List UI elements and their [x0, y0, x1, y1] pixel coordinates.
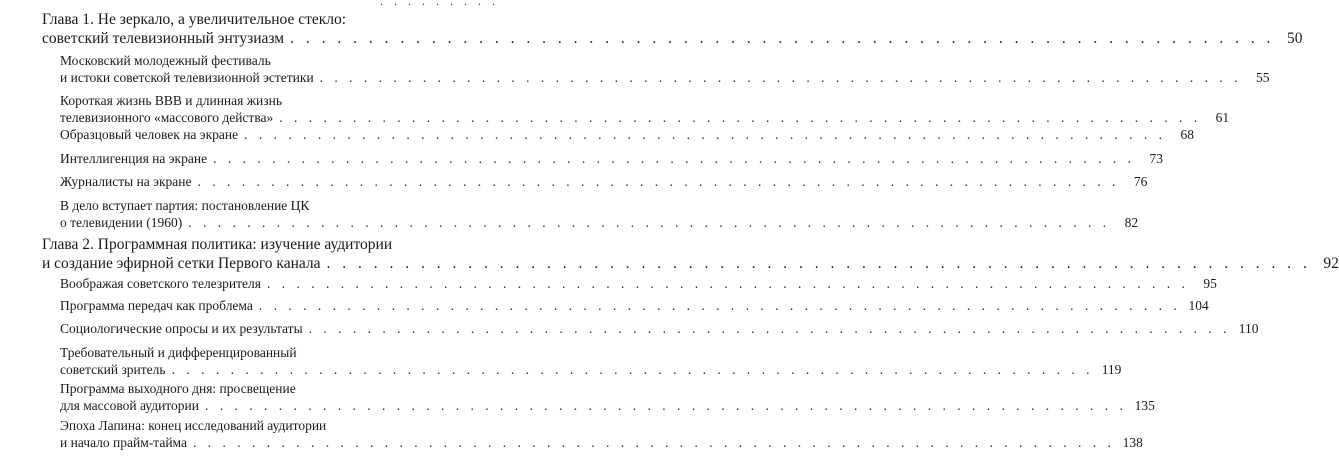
- page-number: 138: [1122, 435, 1143, 450]
- toc-entry-title-line: Программа выходного дня: просвещение: [60, 381, 296, 396]
- toc-section[interactable]: [60, 126, 1194, 143]
- previous-page-leader-dots: . . . . . . . . .: [380, 0, 499, 8]
- toc-entry-title-line: и создание эфирной сетки Первого канала: [42, 255, 321, 272]
- leader-dots: [172, 361, 1094, 378]
- toc-entry-title-line: для массовой аудитории: [60, 398, 199, 413]
- page-number: 50: [1286, 30, 1303, 47]
- page-number: 110: [1238, 321, 1259, 336]
- page-number: 55: [1256, 70, 1270, 85]
- toc-entry-title-line: Программа передач как проблема: [60, 298, 253, 313]
- toc-section[interactable]: [60, 344, 1122, 378]
- page-number: 104: [1188, 298, 1209, 313]
- leader-dots: [188, 214, 1110, 231]
- toc-entry-title-line: Интеллигенция на экране: [60, 151, 208, 166]
- toc-entry-title-line: Образцовый человек на экране: [60, 127, 239, 142]
- toc-section[interactable]: [60, 150, 1163, 167]
- toc-entry-title-line: Требовательный и дифференцированный: [60, 345, 297, 360]
- toc-entry-title-line: советский зритель: [60, 362, 166, 377]
- page-number: 76: [1133, 174, 1148, 189]
- toc-entry-title-line: Эпоха Лапина: конец исследований аудитории: [60, 418, 327, 433]
- toc-entry-title-line: и истоки советской телевизионной эстетики: [60, 70, 314, 85]
- toc-section[interactable]: [60, 52, 1270, 86]
- page-number: 73: [1149, 151, 1163, 166]
- leader-dots: [259, 297, 1181, 314]
- toc-section[interactable]: [60, 275, 1217, 292]
- toc-entry-title-line: телевизионного «массового действа»: [60, 110, 274, 125]
- toc-entry-title-line: Социологические опросы и их результаты: [60, 321, 303, 336]
- toc-entry-title-line: и начало прайм-тайма: [60, 435, 187, 450]
- toc-section[interactable]: [60, 173, 1148, 190]
- toc-section[interactable]: [60, 380, 1155, 414]
- toc-entry-title-line: советский телевизионный энтузиазм: [42, 30, 285, 47]
- leader-dots: [327, 254, 1311, 273]
- page-number: 82: [1124, 215, 1139, 230]
- toc-entry-title-line: Глава 2. Программная политика: изучение аудитории: [42, 236, 393, 253]
- toc-entry-title-line: Короткая жизнь ВВВ и длинная жизнь: [60, 93, 282, 108]
- leader-dots: [205, 397, 1127, 414]
- leader-dots: [267, 275, 1189, 292]
- leader-dots: [193, 434, 1115, 451]
- toc-section[interactable]: [60, 320, 1259, 337]
- toc-section[interactable]: [60, 197, 1139, 231]
- page-number: 135: [1134, 398, 1155, 413]
- toc-entry-title-line: Воображая советского телезрителя: [60, 276, 261, 291]
- leader-dots: [290, 29, 1274, 48]
- toc-section[interactable]: [60, 417, 1143, 451]
- leader-dots: [279, 109, 1201, 126]
- toc-section[interactable]: [60, 92, 1230, 126]
- leader-dots: [320, 69, 1242, 86]
- leader-dots: [244, 126, 1166, 143]
- leader-dots: [197, 173, 1119, 190]
- toc-entry-title-line: В дело вступает партия: постановление ЦК: [60, 198, 310, 213]
- toc-entry-title-line: Журналисты на экране: [60, 174, 192, 189]
- page-number: 92: [1323, 255, 1339, 272]
- page-number: 95: [1203, 276, 1217, 291]
- toc-chapter-2[interactable]: [42, 235, 1339, 273]
- leader-dots: [213, 150, 1135, 167]
- page-number: 68: [1180, 127, 1194, 142]
- toc-chapter-1[interactable]: [42, 10, 1303, 48]
- toc-entry-title-line: Глава 1. Не зеркало, а увеличительное стекло:: [42, 11, 347, 28]
- toc-section[interactable]: [60, 297, 1209, 314]
- page-number: 119: [1101, 362, 1122, 377]
- leader-dots: [309, 320, 1231, 337]
- page-number: 61: [1215, 110, 1230, 125]
- toc-entry-title-line: Московский молодежный фестиваль: [60, 53, 271, 68]
- toc-entry-title-line: о телевидении (1960): [60, 215, 183, 230]
